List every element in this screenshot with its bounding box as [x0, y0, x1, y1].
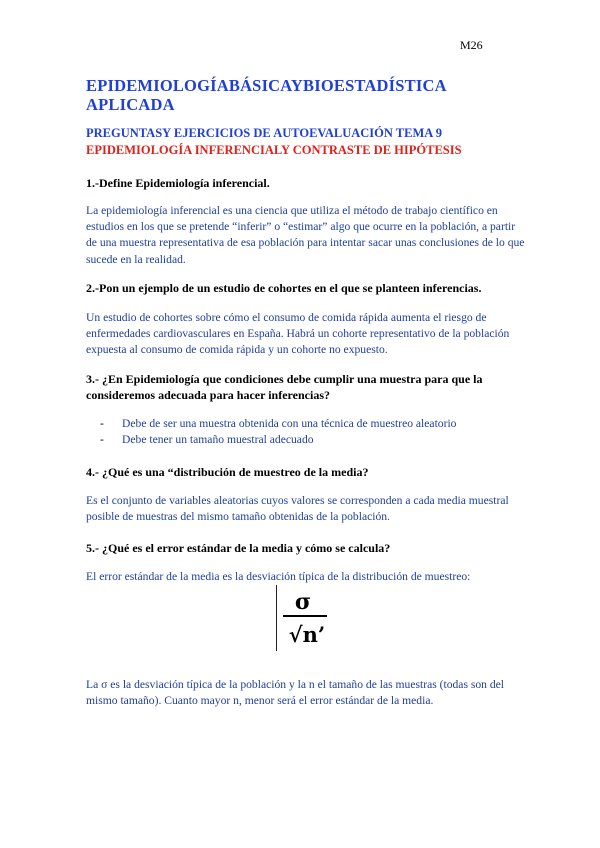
- answer-2: Un estudio de cohortes sobre cómo el consumo de comida rápida aumenta el riesgo de enfermedades cardiovasculares en España. Habrá un cohorte representativo de la población expuesta al consumo de comida rápida y un cohorte no expuesto.: [86, 311, 510, 357]
- formula-graphic: [277, 585, 339, 651]
- question-2: 2.-Pon un ejemplo de un estudio de cohortes en el que se planteen inferencias.: [86, 281, 482, 295]
- answer-5-explanation: La σ es la desviación típica de la población y la n el tamaño de las muestras (todas son del mismo tamaño). Cuanto mayor n, menor será el error estándar de la media.: [86, 678, 505, 708]
- list-item: - Debe tener un tamaño muestral adecuado: [100, 432, 456, 448]
- answer-4: Es el conjunto de variables aleatorias cuyos valores se corresponden a cada media muestral posible de muestras del mismo tamaño obtenidas de la población.: [86, 494, 509, 524]
- page-code: M26: [460, 38, 483, 52]
- list-item: - Debe de ser una muestra obtenida con una técnica de muestreo aleatorio: [100, 416, 456, 432]
- question-4: 4.- ¿Qué es una “distribución de muestreo de la media?: [86, 465, 369, 479]
- list-bullet: -: [100, 417, 104, 430]
- question-3: 3.- ¿En Epidemiología que condiciones debe cumplir una muestra para que la consideremos adecuada para hacer inferencias?: [86, 372, 483, 402]
- answer-1: La epidemiología inferencial es una ciencia que utiliza el método de trabajo científico en estudios en los que se pretende “inferir” o “estimar” algo que ocurre en la población, a partir de una muestra representativa de esa población para intentar sacar unas conclusiones de lo que sucede en la realidad.: [86, 204, 525, 266]
- formula-denominator: √n’: [288, 622, 326, 647]
- topic-subtitle: EPIDEMIOLOGÍA INFERENCIALY CONTRASTE DE HIPÓTESIS: [86, 143, 462, 157]
- answer-5: El error estándar de la media es la desviación típica de la distribución de muestreo:: [86, 570, 471, 583]
- question-5: 5.- ¿Qué es el error estándar de la media y cómo se calcula?: [86, 541, 391, 555]
- formula-numerator: σ: [294, 589, 312, 615]
- section-subtitle: PREGUNTASY EJERCICIOS DE AUTOEVALUACIÓN TEMA 9: [86, 126, 442, 140]
- answer-3-list: [100, 416, 456, 448]
- document-title: EPIDEMIOLOGÍABÁSICAYBIOESTADÍSTICA APLICADA: [86, 76, 446, 114]
- standard-error-formula: [276, 585, 339, 651]
- list-bullet: -: [100, 433, 104, 447]
- question-1: 1.-Define Epidemiología inferencial.: [86, 176, 270, 190]
